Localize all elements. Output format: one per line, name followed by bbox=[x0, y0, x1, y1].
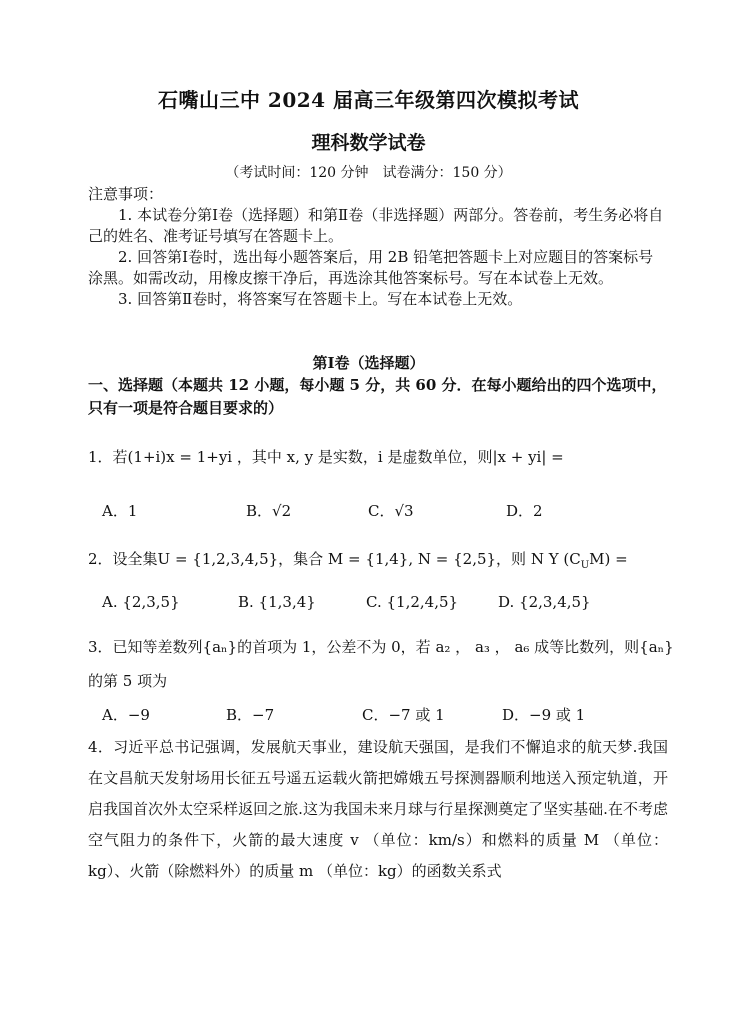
question-1-text: 1．若(1+i)x = 1+yi ，其中 x, y 是实数，i 是虚数单位，则|x + yi| = bbox=[88, 448, 564, 466]
q3-option-a: A．−9 bbox=[102, 706, 150, 724]
part-title: 第Ⅰ卷（选择题） bbox=[312, 354, 425, 372]
question-3-line-2: 的第 5 项为 bbox=[88, 672, 168, 690]
q2-option-a: A. {2,3,5} bbox=[102, 593, 180, 611]
exam-title: 石嘴山三中 2024 届高三年级第四次模拟考试 bbox=[157, 88, 580, 112]
q1-option-d: D．2 bbox=[506, 502, 543, 520]
q3-option-b: B．−7 bbox=[226, 706, 275, 724]
notes-block bbox=[88, 184, 668, 310]
q1-option-b: B．√2 bbox=[246, 502, 292, 520]
q1-option-a: A．1 bbox=[102, 502, 138, 520]
q2-text-sub: U bbox=[580, 560, 590, 571]
question-2-text bbox=[88, 548, 628, 571]
q3-option-d: D．−9 或 1 bbox=[502, 706, 586, 724]
exam-subtitle: 理科数学试卷 bbox=[311, 132, 426, 154]
note-item-1: 1. 本试卷分第Ⅰ卷（选择题）和第Ⅱ卷（非选择题）两部分。答卷前，考生务必将自己的姓名、准考证号填写在答题卡上。 bbox=[88, 206, 664, 245]
q3-option-c: C．−7 或 1 bbox=[362, 706, 445, 724]
question-4-text: 4．习近平总书记强调，发展航天事业，建设航天强国，是我们不懈追求的航天梦.我国在文昌航天发射场用长征五号遥五运载火箭把嫦娥五号探测器顺利地送入预定轨道，开启我国首次外太空采样返回之旅.这为我国未来月球与行星探测奠定了坚实基础.在不考虑空气阻力的条件下，火箭的最大速度 v （单位：km/s）和燃料的质量 M （单位：kg）、火箭（除燃料外）的质量 m （单位：kg）的函数关系式 bbox=[88, 738, 668, 880]
section-heading: 一、选择题（本题共 12 小题，每小题 5 分，共 60 分．在每小题给出的四个选项中，只有一项是符合题目要求的） bbox=[88, 376, 667, 417]
q2-text-tail: M) = bbox=[589, 550, 628, 568]
q2-option-d: D. {2,3,4,5} bbox=[498, 593, 591, 611]
q2-option-b: B. {1,3,4} bbox=[238, 593, 316, 611]
note-item-3: 3. 回答第Ⅱ卷时，将答案写在答题卡上。写在本试卷上无效。 bbox=[118, 290, 523, 308]
q2-option-c: C. {1,2,4,5} bbox=[366, 593, 459, 611]
q1-option-c: C．√3 bbox=[368, 502, 414, 520]
q2-text-main: 2．设全集U = {1,2,3,4,5}，集合 M = {1,4}, N = {2,5}，则 N Y (C bbox=[88, 550, 581, 568]
note-item-2: 2. 回答第Ⅰ卷时，选出每小题答案后，用 2B 铅笔把答题卡上对应题目的答案标号涂黑。如需改动，用橡皮擦干净后，再选涂其他答案标号。写在本试卷上无效。 bbox=[88, 248, 654, 287]
exam-info: （考试时间：120 分钟 试卷满分：150 分） bbox=[225, 165, 512, 181]
notes-heading: 注意事项： bbox=[88, 185, 164, 203]
question-3-line-1: 3．已知等差数列{aₙ}的首项为 1，公差不为 0，若 a₂ ， a₃ ， a₆ 成等比数列，则{aₙ} bbox=[88, 638, 674, 656]
